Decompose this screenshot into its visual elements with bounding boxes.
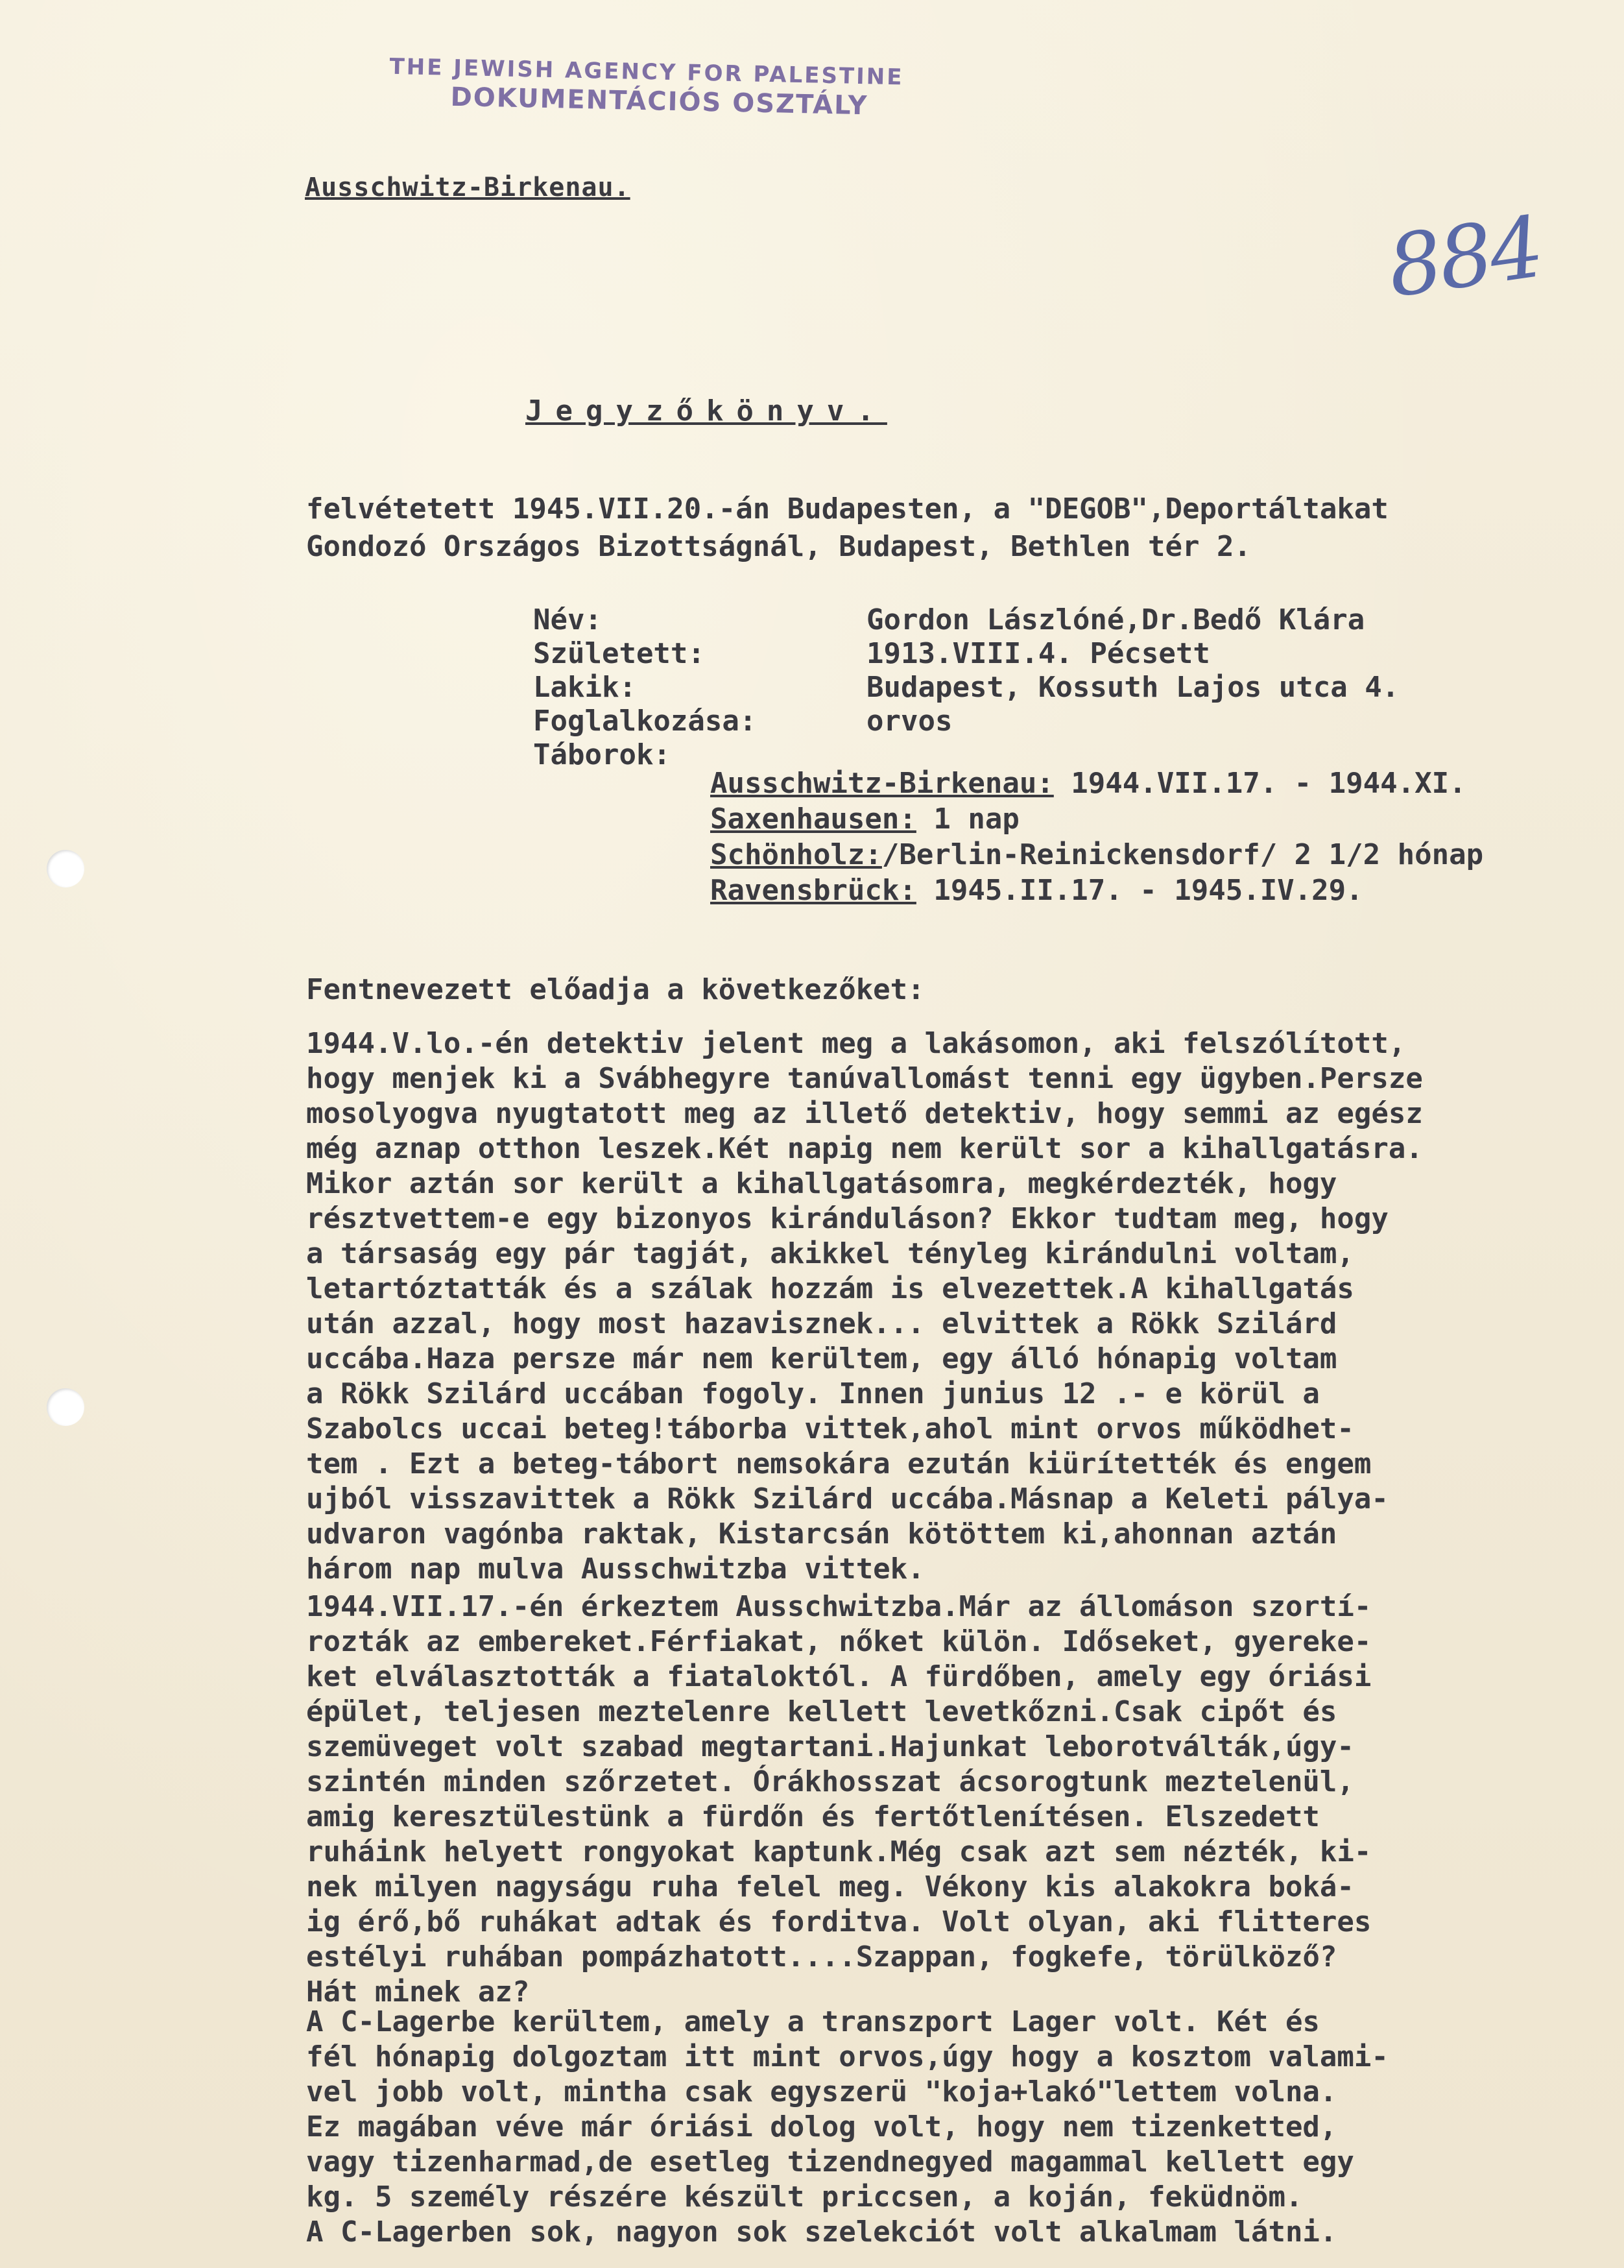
punch-hole (47, 850, 84, 887)
location-heading: Ausschwitz-Birkenau. (305, 173, 630, 202)
info-value: orvos (866, 705, 953, 738)
info-label: Foglalkozása: (533, 705, 757, 738)
stamp-line-2: DOKUMENTÁCIÓS OSZTÁLY (450, 82, 868, 121)
testimony-lead: Fentnevezett előadja a következőket: (306, 973, 925, 1006)
info-value: Gordon Lászlóné,Dr.Bedő Klára (866, 603, 1365, 636)
info-row-occupation (533, 705, 1399, 738)
info-label: Született: (533, 637, 705, 670)
info-row-born (533, 637, 1399, 671)
personal-info (533, 603, 1399, 772)
intro-text: felvétetett 1945.VII.20.-án Budapesten, a "DEGOB",Deportáltakat Gondozó Országos Bizottságnál, Budapest, Bethlen tér 2. (306, 492, 1389, 563)
camp-item (710, 873, 1483, 908)
camp-item (710, 801, 1483, 837)
camp-item (710, 837, 1483, 873)
agency-stamp (388, 54, 961, 123)
info-value: Budapest, Kossuth Lajos utca 4. (866, 671, 1400, 704)
camp-detail: /Berlin-Reinickensdorf/ 2 1/2 hónap (881, 838, 1484, 871)
testimony-paragraph: 1944.VII.17.-én érkeztem Ausschwitzba.Már az állomáson szortí- rozták az embereket.Férfiakat, nőket külön. Időseket, gyereke- ket elválasztották a fiataloktól. A fürdőben, amely egy óriási épület, teljesen meztelenre kellett levetkőzni.Csak cipőt és szemüveget volt szabad megtartani.Hajunkat leborotválták,úgy- szintén minden szőrzetet. Órákhosszat ácsorogtunk meztelenül, amig keresztülestünk a fürdőn és fertőtlenítésen. Elszedett ruháink helyett rongyokat kaptunk.Még csak azt sem nézték, ki- nek milyen nagyságu ruha felel meg. Vékony kis alakokra boká- ig érő,bő ruhákat adtak és forditva. Volt olyan, aki flitteres estélyi ruhában pompázhatott....Szappan, fogkefe, törülköző? Hát minek az? (306, 1590, 1372, 2009)
stamp-line-1: THE JEWISH AGENCY FOR PALESTINE (389, 53, 904, 91)
camp-detail: 1944.VII.17. - 1944.XI. (1053, 767, 1466, 800)
handwritten-number: 884 (1381, 197, 1547, 317)
document-title: Jegyzőkönyv. (525, 394, 887, 428)
info-row-name (533, 603, 1399, 637)
camp-detail: 1 nap (916, 802, 1020, 836)
camp-name: Saxenhausen: (710, 802, 916, 836)
testimony-paragraph: 1944.V.lo.-én detektiv jelent meg a lakásomon, aki felszólított, hogy menjek ki a Svábhegyre tanúvallomást tenni egy ügyben.Persze mosolyogva nyugtatott meg az illető detektiv, hogy semmi az egész még aznap otthon leszek.Két napig nem került sor a kihallgatásra. Mikor aztán sor került a kihallgatásomra, megkérdezték, hogy résztvettem-e egy bizonyos kiránduláson? Ekkor tudtam meg, hogy a társaság egy pár tagját, akikkel tényleg kirándulni voltam, letartóztatták és a szálak hozzám is elvezettek.A kihallgatás után azzal, hogy most hazavisznek... elvittek a Rökk Szilárd uccába.Haza persze már nem kerültem, egy álló hónapig voltam a Rökk Szilárd uccában fogoly. Innen junius 12 .- e körül a Szabolcs uccai beteg!táborba vittek,ahol mint orvos működhet- tem . Ezt a beteg-tábort nemsokára ezután kiürítették és engem ujból visszavittek a Rökk Szilárd uccába.Másnap a Keleti pálya- udvaron vagónba raktak, Kistarcsán kötöttem ki,ahonnan aztán három nap mulva Ausschwitzba vittek. (306, 1027, 1423, 1586)
testimony-paragraph: A C-Lagerbe kerültem, amely a transzport Lager volt. Két és fél hónapig dolgoztam itt mint orvos,úgy hogy a kosztom valami- vel jobb volt, mintha csak egyszerü "koja+lakó"lettem volna. Ez magában véve már óriási dolog volt, hogy nem tizenketted, vagy tizenharmad,de esetleg tizendnegyed magammal kellett egy kg. 5 személy részére készült priccsen, a koján, feküdnöm. A C-Lagerben sok, nagyon sok szelekciót volt alkalmam látni. (306, 2005, 1389, 2249)
info-value: 1913.VIII.4. Pécsett (866, 637, 1210, 670)
camp-name: Ravensbrück: (710, 874, 916, 907)
info-label: Lakik: (533, 671, 636, 704)
camp-name: Ausschwitz-Birkenau: (710, 767, 1054, 800)
camp-item (710, 766, 1483, 801)
info-label: Név: (533, 603, 602, 636)
camp-detail: 1945.II.17. - 1945.IV.29. (916, 874, 1363, 907)
info-row-address (533, 671, 1399, 705)
info-label: Táborok: (533, 738, 671, 771)
punch-hole (47, 1388, 84, 1426)
camp-name: Schönholz: (710, 838, 882, 871)
camp-list (710, 766, 1483, 908)
